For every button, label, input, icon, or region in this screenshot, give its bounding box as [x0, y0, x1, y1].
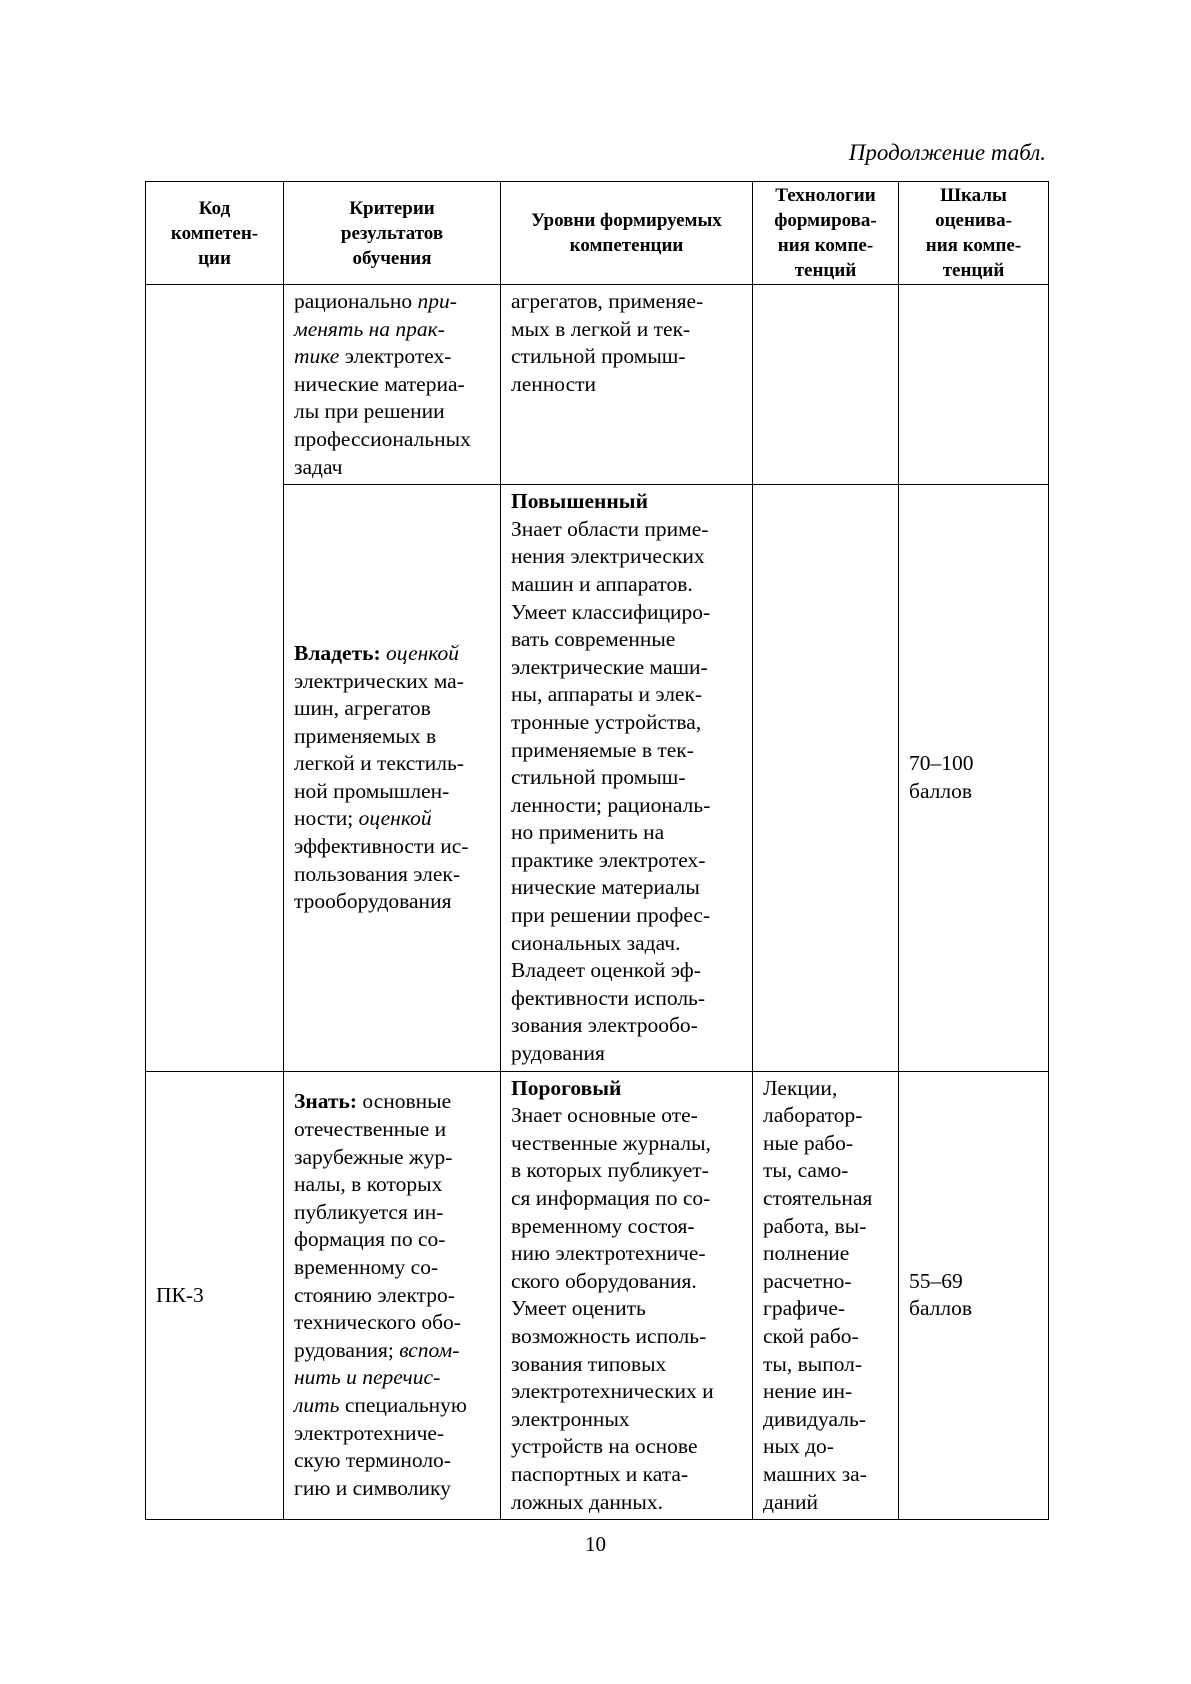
- technologies-cell-empty: [753, 485, 899, 1071]
- levels-cell: Повышенный Знает области приме- нения электрических машин и аппаратов. Умеет классифициро- вать современные электрические маши- ны, аппараты и элек- тронные устройства, применяемые в тек- стильной промыш- ленности; рациональ- но применить на практике электротех- нические материалы при решении профес- сиональных задач. Владеет оценкой эф- фективности исполь- зования электрообо- рудования: [501, 485, 753, 1071]
- criteria-cell: Знать: основные отечественные и зарубежные жур- налы, в которых публикуется ин- формация по со- временному со- стоянию электро- технического обо- рудования; вспом- нить и перечис- лить специальную электротехниче- скую терминоло- гию и символику: [284, 1071, 501, 1520]
- header-levels: Уровни формируемых компетенции: [501, 182, 753, 285]
- technologies-cell-empty: [753, 285, 899, 485]
- criteria-cell: Владеть: оценкой электрических ма- шин, агрегатов применяемых в легкой и текстиль- ной промышлен- ности; оценкой эффективности ис- пользования элек- трооборудования: [284, 485, 501, 1071]
- levels-cell: агрегатов, применяе- мых в легкой и тек- стильной промыш- ленности: [501, 285, 753, 485]
- header-technologies: Технологии формирова- ния компе- тенций: [753, 182, 899, 285]
- table-row: [146, 285, 1049, 485]
- header-scales: Шкалы оценива- ния компе- тенций: [899, 182, 1049, 285]
- competency-table: [145, 181, 1049, 1520]
- scale-cell: 55–69 баллов: [899, 1071, 1049, 1520]
- level-title: Пороговый: [511, 1075, 622, 1100]
- continuation-label: Продолжение табл.: [848, 140, 1046, 165]
- header-row: [146, 182, 1049, 285]
- technologies-cell: Лекции, лаборатор- ные рабо- ты, само- стоятельная работа, вы- полнение расчетно- графиче- ской рабо- ты, выпол- нение ин- дивидуаль- ных до- машних за- даний: [753, 1071, 899, 1520]
- levels-cell: Пороговый Знает основные оте- чественные журналы, в которых публикует- ся информация по со- временному состоя- нию электротехниче- ского оборудования. Умеет оценить возможность исполь- зования типовых электротехнических и электронных устройств на основе паспортных и ката- ложных данных.: [501, 1071, 753, 1520]
- header-criteria: Критерии результатов обучения: [284, 182, 501, 285]
- level-title: Повышенный: [511, 489, 648, 514]
- scale-cell: 70–100 баллов: [899, 485, 1049, 1071]
- code-cell: ПК-3: [146, 1071, 284, 1520]
- page-number: 10: [585, 1532, 606, 1556]
- code-cell-empty: [146, 285, 284, 1072]
- table-row: [146, 1071, 1049, 1520]
- criteria-cell: рационально при- менять на прак- тике электротех- нические материа- лы при решении профессиональных задач: [284, 285, 501, 485]
- header-code: Код компетен- ции: [146, 182, 284, 285]
- scale-cell-empty: [899, 285, 1049, 485]
